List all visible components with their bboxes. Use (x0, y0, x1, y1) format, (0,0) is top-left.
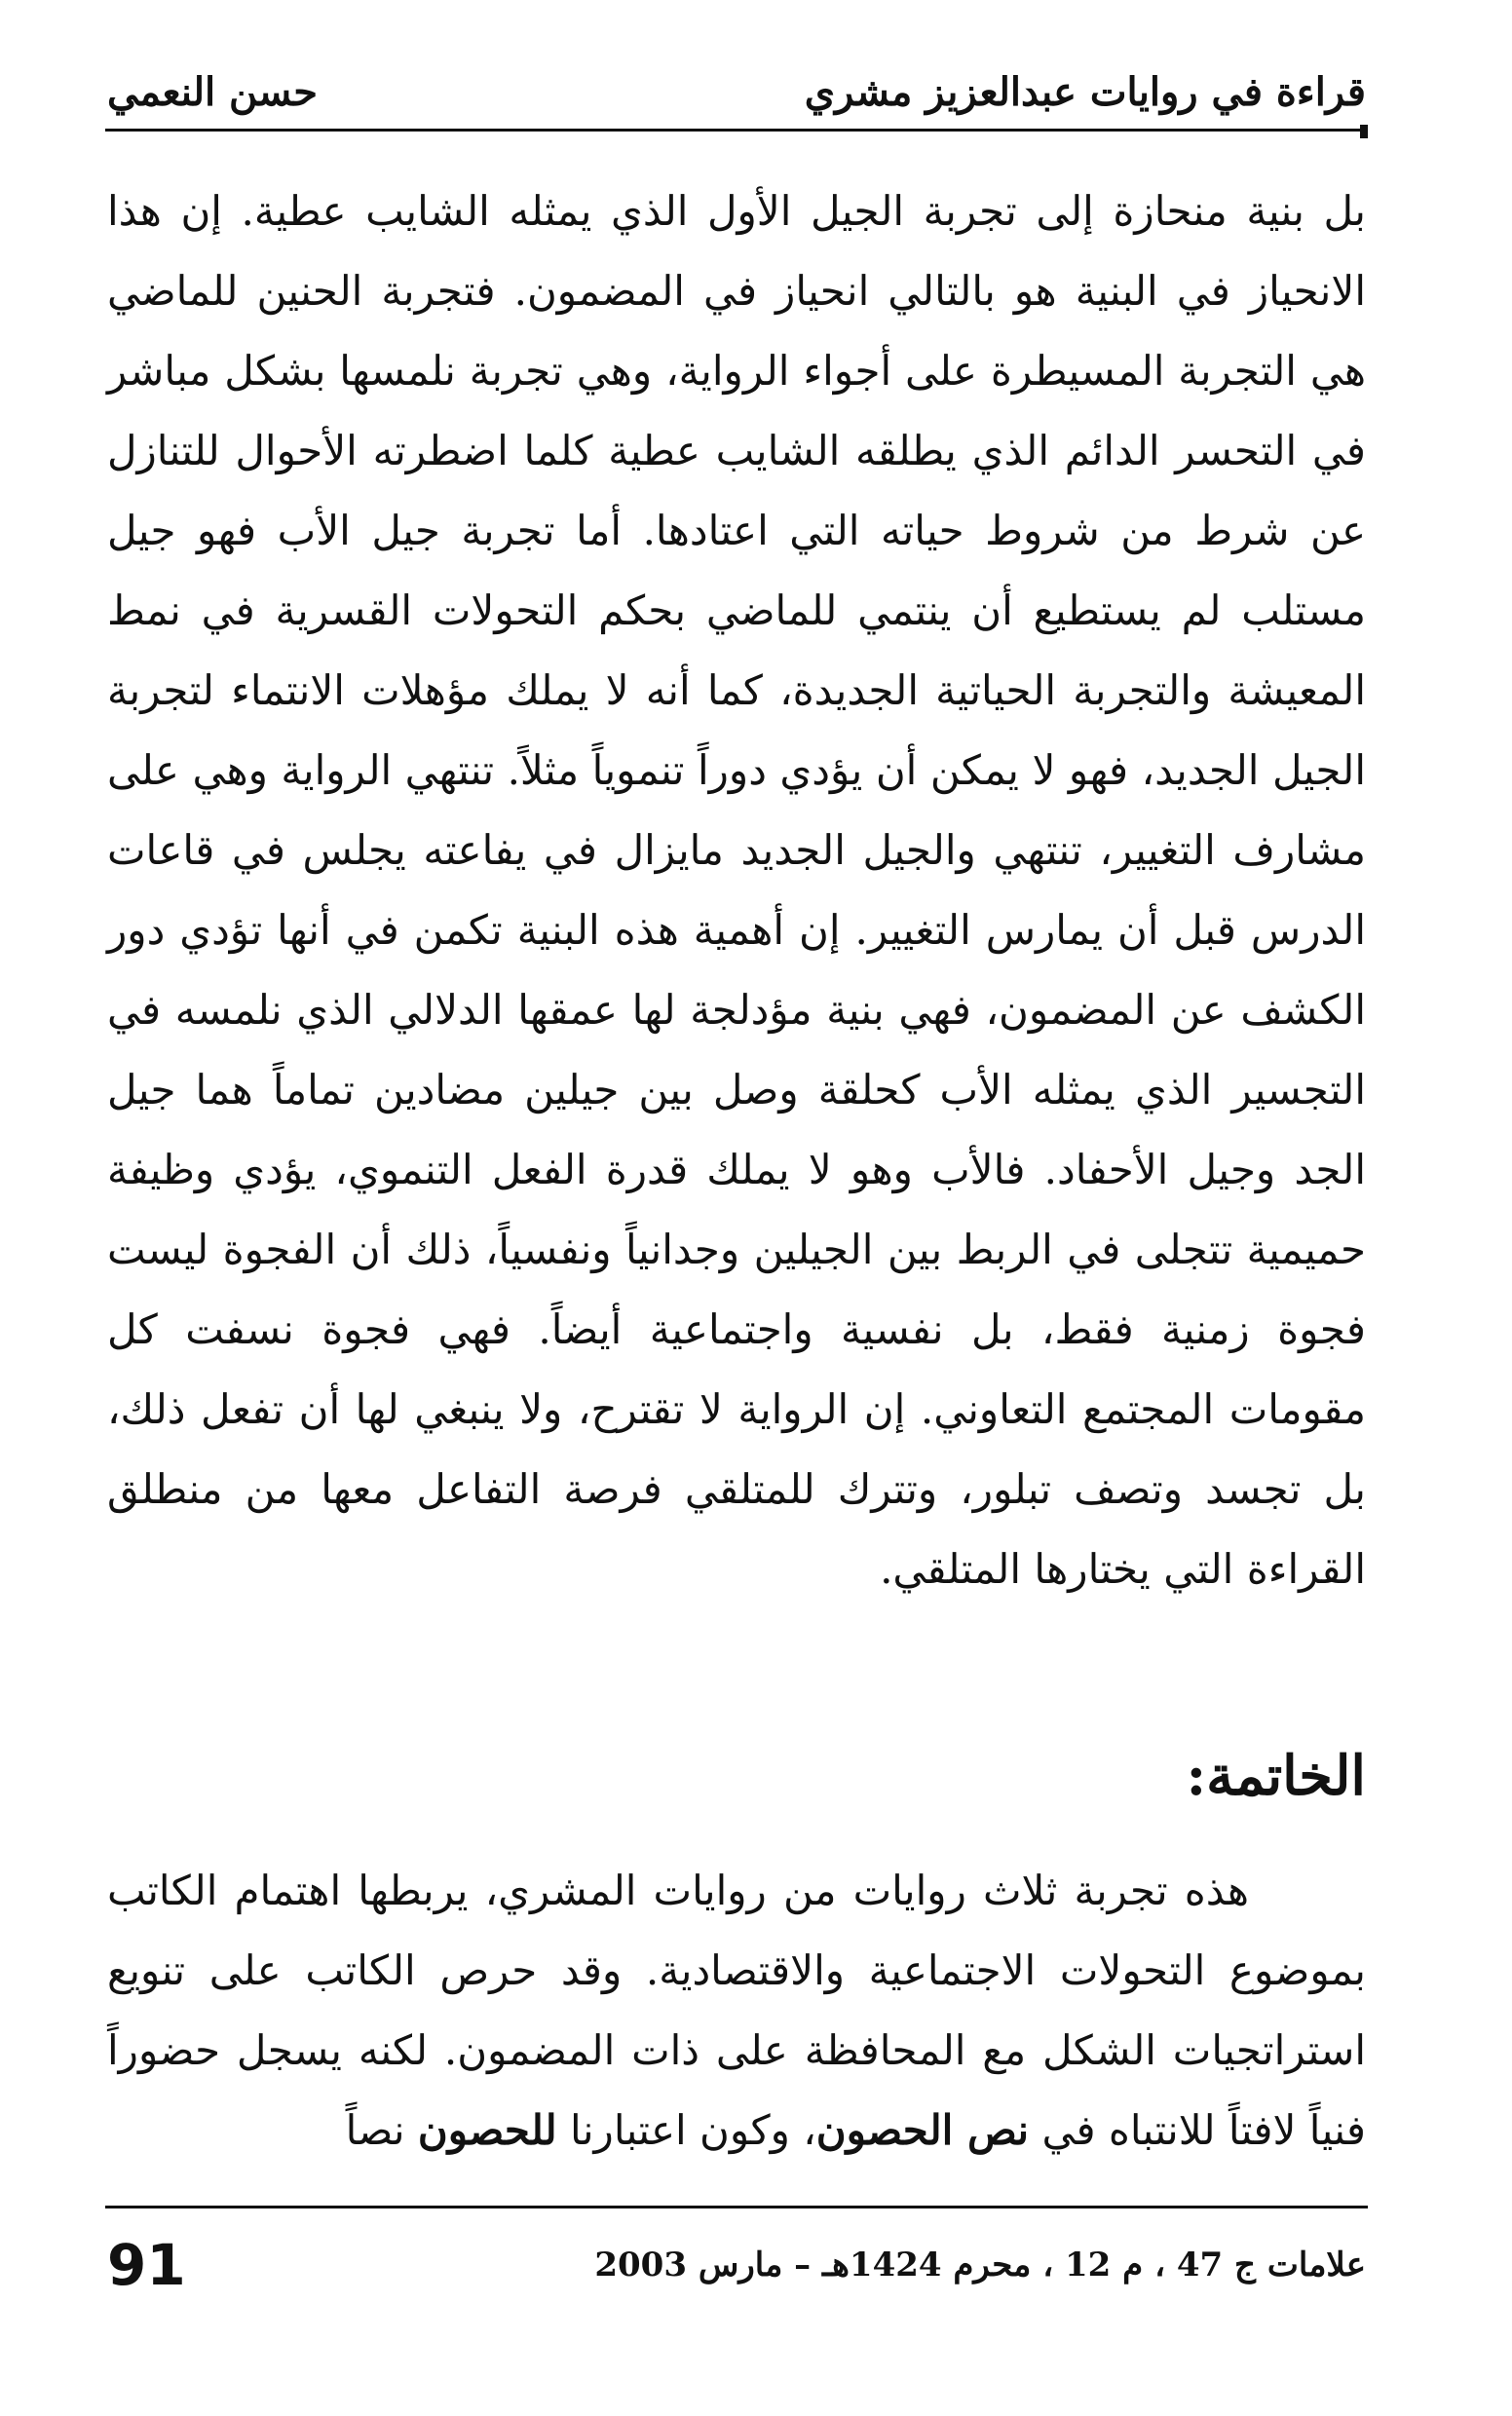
closing-paragraph (107, 1851, 1366, 2171)
header-rule (105, 129, 1368, 132)
running-footer (107, 2221, 1366, 2309)
header-rule-mark (1360, 125, 1368, 138)
header-title: قراءة في روايات عبدالعزيز مشري (804, 68, 1366, 115)
body-paragraph: بل بنية منحازة إلى تجربة الجيل الأول الذي يمثله الشايب عطية. إن هذا الانحياز في البنية هو بالتالي انحياز في المضمون. فتجربة الحنين للماضي هي التجربة المسيطرة على أجواء الرواية، وهي تجربة نلمسها بشكل مباشر في التحسر الدائم الذي يطلقه الشايب عطية كلما اضطرته الأحوال للتنازل عن شرط من شروط حياته التي اعتادها. أما تجربة جيل الأب فهو جيل مستلب لم يستطيع أن ينتمي للماضي بحكم التحولات القسرية في نمط المعيشة والتجربة الحياتية الجديدة، كما أنه لا يملك مؤهلات الانتماء لتجربة الجيل الجديد، فهو لا يمكن أن يؤدي دوراً تنموياً مثلاً. تنتهي الرواية وهي على مشارف التغيير، تنتهي والجيل الجديد مايزال في يفاعته يجلس في قاعات الدرس قبل أن يمارس التغيير. إن أهمية هذه البنية تكمن في أنها تؤدي دور الكشف عن المضمون، فهي بنية مؤدلجة لها عمقها الدلالي الذي نلمسه في التجسير الذي يمثله الأب كحلقة وصل بين جيلين مضادين تماماً هما جيل الجد وجيل الأحفاد. فالأب وهو لا يملك قدرة الفعل التنموي، يؤدي وظيفة حميمية تتجلى في الربط بين الجيلين وجدانياً ونفسياً، ذلك أن الفجوة ليست فجوة زمنية فقط، بل نفسية واجتماعية أيضاً. فهي فجوة نسفت كل مقومات المجتمع التعاوني. إن الرواية لا تقترح، ولا ينبغي لها أن تفعل ذلك، بل تجسد وتصف تبلور، وتترك للمتلقي فرصة التفاعل معها من منطلق القراءة التي يختارها المتلقي. (107, 187, 1366, 1593)
footer-issue-info: علامات ج 47 ، م 12 ، محرم 1424هـ – مارس 2003 (594, 2246, 1366, 2284)
bold-phrase-nas-al-husun: نص الحصون (815, 2106, 1030, 2154)
closing-text-part-1: هذه تجربة ثلاث روايات من روايات المشري، يربطها اهتمام الكاتب بموضوع التحولات الاجتماعية والاقتصادية. وقد حرص الكاتب على تنويع استراتجيات الشكل مع المحافظة على ذات المضمون. لكنه يسجل حضوراً فنياً لافتاً للانتباه في (107, 1867, 1366, 2154)
running-header (107, 53, 1366, 131)
page-number: 91 (107, 2232, 186, 2298)
section-title: الخاتمة: (1186, 1744, 1366, 1808)
closing-text-part-3: نصاً (345, 2106, 418, 2154)
closing-text-part-2: ، وكون اعتبارنا (556, 2106, 816, 2154)
footer-rule (105, 2206, 1368, 2208)
bold-phrase-lil-husun: للحصون (417, 2106, 557, 2154)
header-author: حسن النعمي (107, 68, 318, 115)
